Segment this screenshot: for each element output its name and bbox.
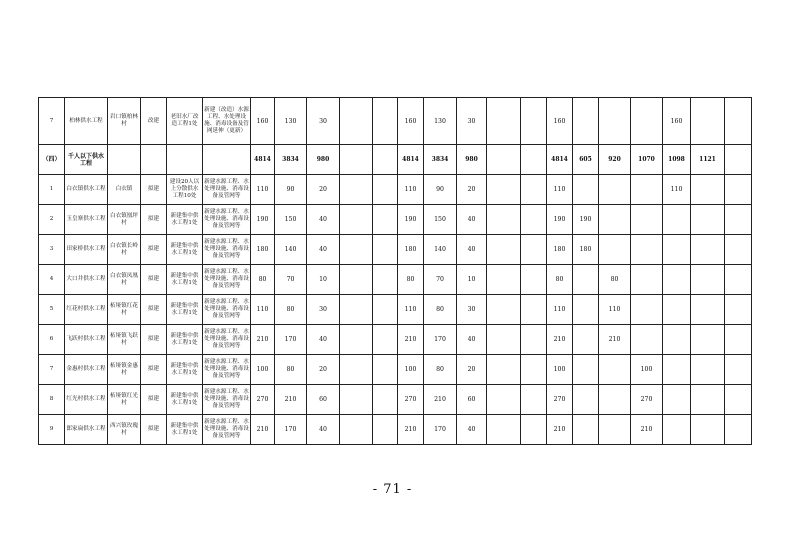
table-cell: 拟建 <box>141 355 167 385</box>
table-cell: 柘垭镇红花村 <box>108 295 141 325</box>
table-cell: 100 <box>398 355 424 385</box>
table-cell <box>487 205 521 235</box>
table-cell: 130 <box>275 98 307 145</box>
table-cell <box>521 295 547 325</box>
table-cell <box>599 205 631 235</box>
table-cell <box>573 295 599 325</box>
table-cell <box>340 98 373 145</box>
table-cell: 270 <box>251 385 275 415</box>
table-cell: 白衣镇 <box>108 175 141 205</box>
table-cell <box>663 265 691 295</box>
table-cell <box>521 205 547 235</box>
table-cell: 80 <box>251 265 275 295</box>
table-cell: 110 <box>251 175 275 205</box>
table-cell <box>631 295 663 325</box>
table-cell: 210 <box>547 415 573 445</box>
table-cell: 岩口镇柏林村 <box>108 98 141 145</box>
table-cell: 柘垭镇红光村 <box>108 385 141 415</box>
table-cell: 新建集中供水工程1处 <box>167 355 203 385</box>
table-cell <box>631 325 663 355</box>
table-cell <box>108 145 141 175</box>
table-cell: 4814 <box>547 145 573 175</box>
table-cell <box>725 385 752 415</box>
table-cell <box>631 235 663 265</box>
table-row <box>39 415 752 445</box>
table-cell: 柏林供水工程 <box>65 98 108 145</box>
table-cell: 柘垭镇金惠村 <box>108 355 141 385</box>
table-cell <box>487 295 521 325</box>
table-cell <box>663 235 691 265</box>
table-cell: 980 <box>457 145 487 175</box>
table-cell: 180 <box>573 235 599 265</box>
table-cell: 千人以下供水工程 <box>65 145 108 175</box>
table-cell: 140 <box>275 235 307 265</box>
table-cell <box>691 355 725 385</box>
table-cell: 210 <box>599 325 631 355</box>
table-cell <box>599 415 631 445</box>
table-cell: 270 <box>398 385 424 415</box>
table-cell <box>663 325 691 355</box>
table-cell <box>573 415 599 445</box>
table-cell: 3834 <box>275 145 307 175</box>
table-row <box>39 355 752 385</box>
table-cell <box>573 355 599 385</box>
table-cell: 1098 <box>663 145 691 175</box>
table-cell: 4 <box>39 265 65 295</box>
table-cell <box>725 235 752 265</box>
table-cell: 80 <box>424 295 457 325</box>
table-cell <box>521 235 547 265</box>
table-cell <box>725 145 752 175</box>
page-number: - 71 - <box>372 482 413 497</box>
table-cell <box>487 415 521 445</box>
table-cell: 150 <box>275 205 307 235</box>
table-cell: 30 <box>457 98 487 145</box>
table-cell: 拟建 <box>141 325 167 355</box>
table-cell: 白衣镇长岭村 <box>108 235 141 265</box>
table-group-row <box>39 145 752 175</box>
table-cell: 270 <box>547 385 573 415</box>
table-cell <box>725 205 752 235</box>
table-cell <box>631 98 663 145</box>
table-cell: 新建水源工程、水处理设施、消毒设备及管网等 <box>203 385 251 415</box>
table-cell <box>599 355 631 385</box>
table-cell: 270 <box>631 385 663 415</box>
table-cell: 拟建 <box>141 235 167 265</box>
table-cell <box>631 265 663 295</box>
table-row <box>39 98 752 145</box>
table-cell: 4814 <box>251 145 275 175</box>
table-cell: 拟建 <box>141 415 167 445</box>
table-cell: 白衣镇凰坪村 <box>108 205 141 235</box>
table-cell <box>340 235 373 265</box>
table-cell <box>663 415 691 445</box>
table-cell <box>725 265 752 295</box>
table-cell <box>373 325 398 355</box>
table-cell: 80 <box>547 265 573 295</box>
table-cell: 20 <box>457 355 487 385</box>
table-cell <box>573 175 599 205</box>
table-cell <box>691 235 725 265</box>
table-body <box>39 98 752 445</box>
table-cell: 210 <box>251 325 275 355</box>
table-cell <box>373 295 398 325</box>
table-cell: 160 <box>251 98 275 145</box>
table-cell: 新建水源工程、水处理设施、消毒设备及管网等 <box>203 325 251 355</box>
table-cell <box>725 98 752 145</box>
table-cell: 30 <box>457 295 487 325</box>
table-cell: 190 <box>573 205 599 235</box>
table-cell <box>599 98 631 145</box>
table-cell: 新建集中供水工程1处 <box>167 205 203 235</box>
table-cell: 980 <box>307 145 340 175</box>
table-cell <box>691 385 725 415</box>
table-cell <box>599 385 631 415</box>
table-cell <box>691 415 725 445</box>
table-cell <box>487 145 521 175</box>
table-row <box>39 295 752 325</box>
table-cell <box>340 265 373 295</box>
table-cell: 40 <box>307 235 340 265</box>
table-cell <box>487 98 521 145</box>
table-cell <box>691 295 725 325</box>
table-cell: 90 <box>424 175 457 205</box>
table-cell: 玉皇寨供水工程 <box>65 205 108 235</box>
table-cell: 605 <box>573 145 599 175</box>
table-cell <box>725 175 752 205</box>
table-cell <box>691 98 725 145</box>
table-cell: 920 <box>599 145 631 175</box>
table-cell <box>725 295 752 325</box>
table-cell: 190 <box>398 205 424 235</box>
table-cell: 110 <box>547 295 573 325</box>
table-cell: 10 <box>307 265 340 295</box>
table-cell <box>691 175 725 205</box>
table-cell <box>340 295 373 325</box>
table-cell <box>203 145 251 175</box>
table-cell <box>340 415 373 445</box>
table-cell: 6 <box>39 325 65 355</box>
table-cell: 1121 <box>691 145 725 175</box>
table-cell <box>599 175 631 205</box>
table-cell: 20 <box>457 175 487 205</box>
table-cell: 40 <box>457 235 487 265</box>
table-cell: 10 <box>457 265 487 295</box>
table-cell <box>521 265 547 295</box>
table-cell: 80 <box>424 355 457 385</box>
table-cell: 田家桥供水工程 <box>65 235 108 265</box>
table-cell <box>631 205 663 235</box>
table-cell <box>725 325 752 355</box>
table-cell: 110 <box>398 295 424 325</box>
table-cell <box>340 205 373 235</box>
table-cell: 110 <box>547 175 573 205</box>
table-cell: 100 <box>631 355 663 385</box>
table-cell <box>521 355 547 385</box>
table-cell: 红光村供水工程 <box>65 385 108 415</box>
table-row <box>39 175 752 205</box>
table-cell: （四） <box>39 145 65 175</box>
table-cell: 拟建 <box>141 295 167 325</box>
table-cell: 80 <box>275 355 307 385</box>
table-cell: 60 <box>307 385 340 415</box>
table-cell: 新建（改造）水源工程、水处理设施、消毒设备及管网延伸（更新） <box>203 98 251 145</box>
table-cell: 郎家扁供水工程 <box>65 415 108 445</box>
table-cell: 新建集中供水工程1处 <box>167 325 203 355</box>
table-cell: 210 <box>398 325 424 355</box>
table-cell: 180 <box>251 235 275 265</box>
table-cell <box>373 205 398 235</box>
table-cell: 5 <box>39 295 65 325</box>
table-cell: 40 <box>307 325 340 355</box>
table-cell <box>573 385 599 415</box>
table-cell: 160 <box>663 98 691 145</box>
table-cell <box>725 415 752 445</box>
table-cell <box>573 98 599 145</box>
table-row <box>39 385 752 415</box>
table-cell: 160 <box>547 98 573 145</box>
table-cell <box>167 145 203 175</box>
table-cell <box>487 325 521 355</box>
table-cell: 3 <box>39 235 65 265</box>
table-cell: 新建水源工程、水处理设施、消毒设备及管网等 <box>203 205 251 235</box>
table-cell: 新建集中供水工程1处 <box>167 265 203 295</box>
table-cell: 新建集中供水工程1处 <box>167 295 203 325</box>
table-cell: 9 <box>39 415 65 445</box>
table-cell <box>373 145 398 175</box>
table-cell: 210 <box>547 325 573 355</box>
table-cell: 新建集中供水工程1处 <box>167 415 203 445</box>
table-cell <box>663 295 691 325</box>
table-cell <box>521 415 547 445</box>
table-cell <box>663 205 691 235</box>
table-cell: 210 <box>398 415 424 445</box>
table-cell <box>373 235 398 265</box>
table-cell: 新建水源工程、水处理设施、消毒设备及管网等 <box>203 235 251 265</box>
table-cell: 180 <box>547 235 573 265</box>
table-cell: 150 <box>424 205 457 235</box>
table-cell: 改建 <box>141 98 167 145</box>
table-cell: 100 <box>251 355 275 385</box>
table-cell: 新建水源工程、水处理设施、消毒设备及管网等 <box>203 295 251 325</box>
table-cell <box>573 325 599 355</box>
table-cell <box>691 205 725 235</box>
table-cell: 70 <box>424 265 457 295</box>
table-cell: 新建水源工程、水处理设施、消毒设备及管网等 <box>203 175 251 205</box>
table-cell: 210 <box>251 415 275 445</box>
table-cell: 80 <box>275 295 307 325</box>
table-cell: 金惠村供水工程 <box>65 355 108 385</box>
table-cell <box>725 355 752 385</box>
table-cell: 1070 <box>631 145 663 175</box>
table-cell: 170 <box>275 415 307 445</box>
table-cell: 白衣镇凤凰村 <box>108 265 141 295</box>
table-cell: 拟建 <box>141 205 167 235</box>
table-cell: 180 <box>398 235 424 265</box>
table-cell: 170 <box>424 325 457 355</box>
table-cell: 210 <box>424 385 457 415</box>
table-cell: 新建集中供水工程1处 <box>167 385 203 415</box>
table-cell <box>373 175 398 205</box>
table-cell <box>663 385 691 415</box>
table-cell: 老旧水厂改造工程1处 <box>167 98 203 145</box>
table-cell <box>573 265 599 295</box>
table-row <box>39 205 752 235</box>
table-cell: 90 <box>275 175 307 205</box>
table-cell <box>340 385 373 415</box>
table-cell: 4814 <box>398 145 424 175</box>
table-cell: 110 <box>398 175 424 205</box>
table-cell: 飞跃村供水工程 <box>65 325 108 355</box>
table-cell: 170 <box>424 415 457 445</box>
table-cell: 40 <box>457 415 487 445</box>
table-cell: 130 <box>424 98 457 145</box>
table-cell: 拟建 <box>141 385 167 415</box>
table-cell <box>373 385 398 415</box>
table-cell <box>340 325 373 355</box>
table-cell: 柘垭镇飞跃村 <box>108 325 141 355</box>
table-cell: 110 <box>599 295 631 325</box>
table-cell <box>373 355 398 385</box>
table-cell <box>487 175 521 205</box>
table-cell: 40 <box>307 205 340 235</box>
table-cell: 80 <box>398 265 424 295</box>
table-cell: 100 <box>547 355 573 385</box>
table-cell: 40 <box>457 205 487 235</box>
table-cell <box>691 325 725 355</box>
table-cell: 190 <box>251 205 275 235</box>
table-cell: 7 <box>39 355 65 385</box>
table-cell: 110 <box>663 175 691 205</box>
table-cell: 大口井供水工程 <box>65 265 108 295</box>
table-cell: 拟建 <box>141 265 167 295</box>
table-cell: 8 <box>39 385 65 415</box>
table-cell <box>141 145 167 175</box>
table-cell <box>373 265 398 295</box>
table-cell <box>631 175 663 205</box>
table-cell: 70 <box>275 265 307 295</box>
table-cell: 110 <box>251 295 275 325</box>
table-cell: 20 <box>307 175 340 205</box>
table-cell: 30 <box>307 98 340 145</box>
table-cell: 30 <box>307 295 340 325</box>
table-cell <box>340 175 373 205</box>
table-cell <box>373 98 398 145</box>
table-cell: 白衣镇供水工程 <box>65 175 108 205</box>
table-row <box>39 325 752 355</box>
table-cell: 西兴镇玫瑰村 <box>108 415 141 445</box>
table-cell: 40 <box>307 415 340 445</box>
table-cell: 3834 <box>424 145 457 175</box>
table-cell: 拟建 <box>141 175 167 205</box>
table-cell: 建设20人以上分散供水工程10处 <box>167 175 203 205</box>
table-cell <box>487 265 521 295</box>
table-cell: 170 <box>275 325 307 355</box>
table-cell <box>521 325 547 355</box>
table-cell: 20 <box>307 355 340 385</box>
table-cell: 新建集中供水工程1处 <box>167 235 203 265</box>
table-cell <box>599 235 631 265</box>
table-cell <box>691 265 725 295</box>
table-cell: 80 <box>599 265 631 295</box>
table-cell <box>663 355 691 385</box>
table-cell <box>521 98 547 145</box>
table-cell: 新建水源工程、水处理设施、消毒设备及管网等 <box>203 265 251 295</box>
table-cell: 210 <box>275 385 307 415</box>
table-cell <box>487 235 521 265</box>
table-cell <box>521 175 547 205</box>
table-cell: 2 <box>39 205 65 235</box>
table-cell: 新建水源工程、水处理设施、消毒设备及管网等 <box>203 355 251 385</box>
table-cell: 210 <box>631 415 663 445</box>
table-cell <box>487 355 521 385</box>
table-cell <box>521 385 547 415</box>
table-cell: 40 <box>457 325 487 355</box>
table-cell: 160 <box>398 98 424 145</box>
table-row <box>39 235 752 265</box>
table-cell: 140 <box>424 235 457 265</box>
table-cell <box>373 415 398 445</box>
table-cell: 1 <box>39 175 65 205</box>
table-cell <box>521 145 547 175</box>
table-cell: 190 <box>547 205 573 235</box>
water-supply-table <box>38 97 752 445</box>
table-cell: 7 <box>39 98 65 145</box>
table-cell <box>340 145 373 175</box>
table-cell <box>487 385 521 415</box>
table-cell: 新建水源工程、水处理设施、消毒设备及管网等 <box>203 415 251 445</box>
table-cell: 60 <box>457 385 487 415</box>
table-row <box>39 265 752 295</box>
table-cell <box>340 355 373 385</box>
table-cell: 红花村供水工程 <box>65 295 108 325</box>
